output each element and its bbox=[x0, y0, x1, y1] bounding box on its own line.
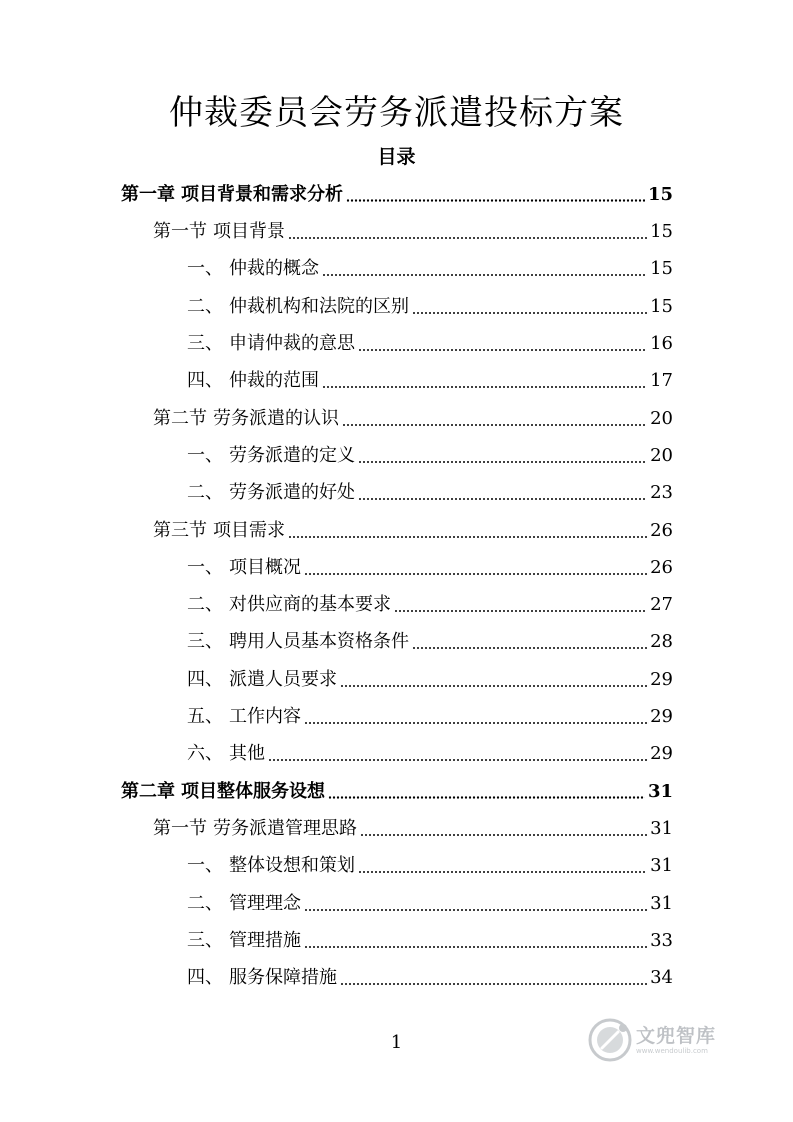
toc-entry-text bbox=[187, 294, 409, 320]
watermark bbox=[588, 1018, 716, 1062]
document-title: 仲裁委员会劳务派遣投标方案 bbox=[169, 93, 624, 133]
toc-entry-number: 一、 bbox=[187, 855, 223, 876]
toc-dot-leader bbox=[268, 759, 647, 761]
toc-entry-number: 六、 bbox=[187, 743, 223, 764]
toc-entry-number: 三、 bbox=[187, 333, 223, 354]
toc-entry-page: 29 bbox=[650, 743, 673, 764]
watermark-title: 文兜智库 bbox=[636, 1024, 717, 1047]
toc-entry[interactable] bbox=[153, 406, 673, 432]
toc-entry[interactable] bbox=[187, 629, 673, 655]
toc-entry-label: 项目需求 bbox=[213, 520, 285, 541]
toc-dot-leader bbox=[346, 199, 645, 202]
toc-entry[interactable] bbox=[187, 368, 673, 394]
toc-entry-label: 整体设想和策划 bbox=[229, 855, 355, 876]
toc-entry-text bbox=[187, 555, 301, 581]
toc-entry[interactable] bbox=[187, 667, 673, 693]
toc-entry-number: 五、 bbox=[187, 706, 223, 727]
toc-entry-text bbox=[187, 443, 355, 469]
toc-entry-number: 三、 bbox=[187, 930, 223, 951]
toc-dot-leader bbox=[394, 610, 647, 612]
toc-entry-page: 26 bbox=[650, 520, 673, 541]
toc-entry-number: 四、 bbox=[187, 370, 223, 391]
toc-dot-leader bbox=[358, 871, 647, 873]
toc-entry-page: 31 bbox=[650, 855, 673, 876]
toc-entry[interactable] bbox=[121, 182, 673, 208]
toc-entry-text bbox=[153, 816, 357, 842]
toc-entry-number: 一、 bbox=[187, 258, 223, 279]
toc-entry[interactable] bbox=[153, 219, 673, 245]
toc-entry-page: 26 bbox=[650, 557, 673, 578]
toc-entry-label: 项目背景和需求分析 bbox=[181, 184, 343, 205]
toc-entry-number: 二、 bbox=[187, 296, 223, 317]
toc-entry-page: 15 bbox=[647, 184, 673, 205]
toc-dot-leader bbox=[358, 461, 647, 463]
watermark-logo-icon bbox=[588, 1018, 632, 1062]
toc-dot-leader bbox=[322, 274, 647, 276]
toc-entry-page: 29 bbox=[650, 706, 673, 727]
toc-entry[interactable] bbox=[187, 928, 673, 954]
toc-entry-text bbox=[153, 406, 339, 432]
toc-entry-label: 仲裁的范围 bbox=[229, 370, 319, 391]
toc-entry-label: 项目背景 bbox=[213, 221, 285, 242]
toc-entry-number: 第二章 bbox=[121, 781, 175, 802]
toc-dot-leader bbox=[358, 349, 647, 351]
toc-entry-label: 项目概况 bbox=[229, 557, 301, 578]
toc-dot-leader bbox=[304, 722, 647, 724]
toc-entry-number: 四、 bbox=[187, 967, 223, 988]
toc-dot-leader bbox=[328, 796, 645, 799]
toc-entry-label: 派遣人员要求 bbox=[229, 669, 337, 690]
toc-entry[interactable] bbox=[187, 294, 673, 320]
toc-entry-label: 仲裁机构和法院的区别 bbox=[229, 296, 409, 317]
toc-dot-leader bbox=[358, 498, 647, 500]
toc-entry-page: 23 bbox=[650, 482, 673, 503]
toc-entry[interactable] bbox=[187, 555, 673, 581]
toc-entry-label: 项目整体服务设想 bbox=[181, 781, 325, 802]
toc-entry-page: 20 bbox=[650, 445, 673, 466]
toc-dot-leader bbox=[304, 909, 647, 911]
toc-dot-leader bbox=[412, 312, 647, 314]
toc-entry[interactable] bbox=[187, 704, 673, 730]
toc-dot-leader bbox=[322, 386, 647, 388]
toc-entry-text bbox=[153, 219, 285, 245]
toc-dot-leader bbox=[340, 685, 647, 687]
toc-entry[interactable] bbox=[187, 592, 673, 618]
toc-entry-label: 其他 bbox=[229, 743, 265, 764]
toc-entry-page: 29 bbox=[650, 669, 673, 690]
toc-entry-label: 工作内容 bbox=[229, 706, 301, 727]
toc-entry-page: 31 bbox=[650, 818, 673, 839]
toc-entry-text bbox=[187, 891, 301, 917]
toc-entry-number: 第三节 bbox=[153, 520, 207, 541]
toc-entry-text bbox=[187, 592, 391, 618]
toc-entry[interactable] bbox=[187, 965, 673, 991]
toc-entry-page: 15 bbox=[650, 221, 673, 242]
toc-entry-label: 仲裁的概念 bbox=[229, 258, 319, 279]
toc-entry-label: 申请仲裁的意思 bbox=[229, 333, 355, 354]
toc-entry-number: 第二节 bbox=[153, 408, 207, 429]
toc-entry-number: 二、 bbox=[187, 482, 223, 503]
toc-dot-leader bbox=[340, 983, 647, 985]
toc-entry-number: 一、 bbox=[187, 557, 223, 578]
toc-dot-leader bbox=[288, 536, 647, 538]
toc-entry-page: 16 bbox=[650, 333, 673, 354]
toc-entry-text bbox=[187, 331, 355, 357]
toc-entry-page: 17 bbox=[650, 370, 673, 391]
toc-dot-leader bbox=[412, 647, 647, 649]
toc-entry-text bbox=[187, 928, 301, 954]
toc-entry-number: 第一节 bbox=[153, 818, 207, 839]
toc-entry-text bbox=[187, 704, 301, 730]
toc-entry-page: 20 bbox=[650, 408, 673, 429]
toc-entry-text bbox=[187, 853, 355, 879]
toc-entry-number: 三、 bbox=[187, 631, 223, 652]
toc-entry-text bbox=[187, 965, 337, 991]
toc-entry-page: 15 bbox=[650, 258, 673, 279]
toc-dot-leader bbox=[288, 237, 647, 239]
page-number: 1 bbox=[390, 1032, 403, 1053]
toc-entry-label: 劳务派遣管理思路 bbox=[213, 818, 357, 839]
toc-entry[interactable] bbox=[187, 853, 673, 879]
toc-entry-number: 第一节 bbox=[153, 221, 207, 242]
toc-entry[interactable] bbox=[187, 443, 673, 469]
toc-entry[interactable] bbox=[187, 741, 673, 767]
toc-entry-label: 管理措施 bbox=[229, 930, 301, 951]
toc-entry-label: 聘用人员基本资格条件 bbox=[229, 631, 409, 652]
toc-entry[interactable] bbox=[153, 518, 673, 544]
toc-dot-leader bbox=[304, 573, 647, 575]
toc-entry-text bbox=[187, 741, 265, 767]
toc-entry-label: 劳务派遣的定义 bbox=[229, 445, 355, 466]
toc-entry-label: 劳务派遣的认识 bbox=[213, 408, 339, 429]
toc-dot-leader bbox=[342, 424, 647, 426]
toc-entry-text bbox=[187, 629, 409, 655]
toc-entry[interactable] bbox=[187, 891, 673, 917]
toc-entry-number: 二、 bbox=[187, 893, 223, 914]
toc-entry-text bbox=[187, 368, 319, 394]
toc-entry[interactable] bbox=[153, 816, 673, 842]
toc-entry-text bbox=[187, 667, 337, 693]
toc-entry-text bbox=[153, 518, 285, 544]
toc-entry-page: 15 bbox=[650, 296, 673, 317]
toc-entry-page: 31 bbox=[647, 781, 673, 802]
toc-entry-page: 27 bbox=[650, 594, 673, 615]
toc-entry-page: 33 bbox=[650, 930, 673, 951]
watermark-url: www.wendoulib.com bbox=[636, 1046, 708, 1055]
toc-entry-text bbox=[121, 779, 325, 805]
toc-entry-number: 二、 bbox=[187, 594, 223, 615]
toc-entry-label: 劳务派遣的好处 bbox=[229, 482, 355, 503]
toc-entry-label: 对供应商的基本要求 bbox=[229, 594, 391, 615]
toc-entry-text bbox=[121, 182, 343, 208]
toc-entry[interactable] bbox=[187, 480, 673, 506]
toc-entry-number: 第一章 bbox=[121, 184, 175, 205]
toc-dot-leader bbox=[360, 834, 647, 836]
toc-entry-page: 28 bbox=[650, 631, 673, 652]
toc-dot-leader bbox=[304, 946, 647, 948]
toc-entry-number: 一、 bbox=[187, 445, 223, 466]
toc-entry-label: 管理理念 bbox=[229, 893, 301, 914]
toc-entry-label: 服务保障措施 bbox=[229, 967, 337, 988]
toc-entry-text bbox=[187, 480, 355, 506]
toc-entry-page: 34 bbox=[650, 967, 673, 988]
toc-entry-text bbox=[187, 256, 319, 282]
toc-entry[interactable] bbox=[187, 331, 673, 357]
toc-heading: 目录 bbox=[377, 146, 416, 168]
toc-entry[interactable] bbox=[187, 256, 673, 282]
toc-entry-page: 31 bbox=[650, 893, 673, 914]
toc-entry-number: 四、 bbox=[187, 669, 223, 690]
toc-entry[interactable] bbox=[121, 779, 673, 805]
